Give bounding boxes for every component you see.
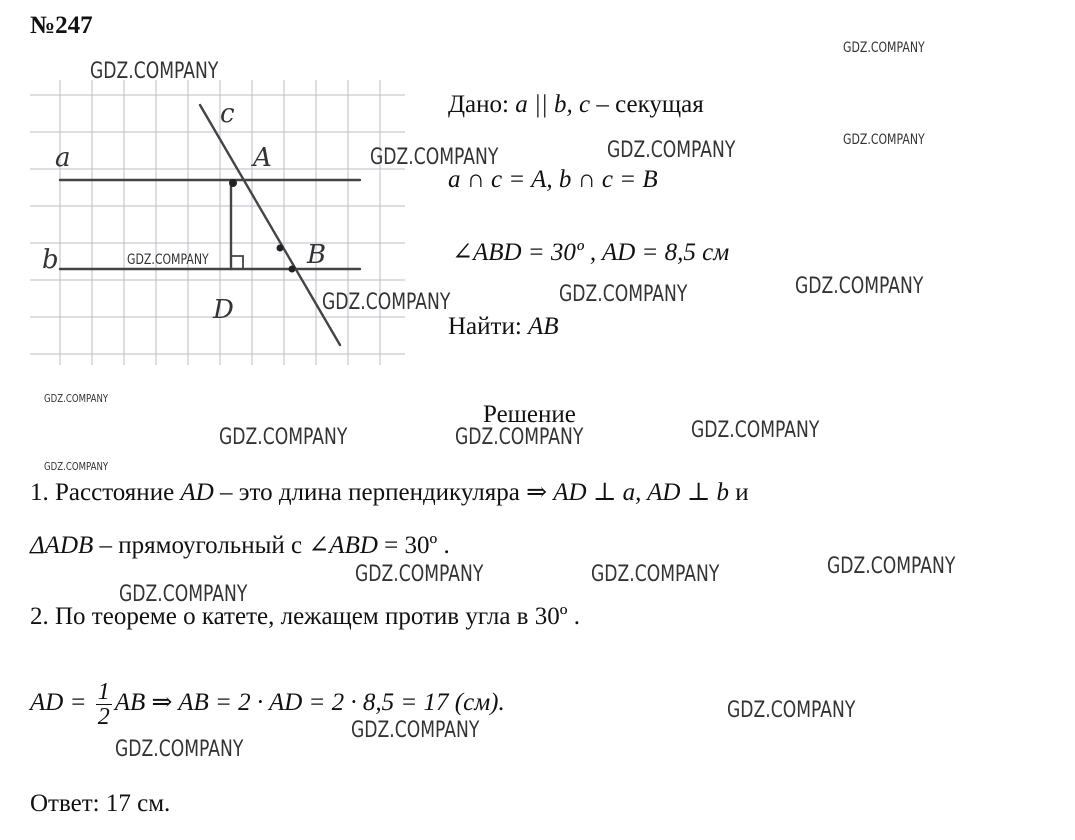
step-1-ad: AD xyxy=(180,479,214,506)
point-B xyxy=(277,245,284,252)
given-secant-text: – секущая xyxy=(590,91,704,118)
right-angle-mark xyxy=(231,256,243,269)
fraction-numerator: 1 xyxy=(97,679,110,705)
fraction-denominator: 2 xyxy=(97,704,110,730)
watermark: GDZ.COMPANY xyxy=(219,425,348,450)
watermark: GDZ.COMPANY xyxy=(127,252,209,268)
angle-abd: ∠ABD xyxy=(308,532,378,559)
answer: Ответ: 17 см. xyxy=(30,790,171,817)
watermark: GDZ.COMPANY xyxy=(90,59,219,84)
label-A: A xyxy=(253,143,272,173)
watermark: GDZ.COMPANY xyxy=(44,392,109,405)
given-label: Дано: xyxy=(448,91,509,118)
given-parallel: a || b, c xyxy=(515,91,591,118)
step-1-end: и xyxy=(729,479,749,506)
label-D: D xyxy=(213,295,234,325)
step-1b-end: = 30º . xyxy=(377,532,450,559)
formula-lhs: AD = xyxy=(30,689,87,717)
watermark: GDZ.COMPANY xyxy=(115,737,244,762)
step-1-line-2 xyxy=(30,530,450,560)
watermark: GDZ.COMPANY xyxy=(355,562,484,587)
find-value: AB xyxy=(528,313,559,340)
given-line-1 xyxy=(448,91,704,119)
label-a: a xyxy=(55,143,71,173)
watermark: GDZ.COMPANY xyxy=(591,562,720,587)
step-1-line-1 xyxy=(30,477,749,507)
triangle-adb: ΔADB xyxy=(30,532,94,559)
solution-heading: Решение xyxy=(483,401,576,428)
watermark: GDZ.COMPANY xyxy=(351,718,480,743)
step-1-text: – это длина перпендикуляра ⇒ xyxy=(213,479,554,506)
label-c: c xyxy=(220,99,235,129)
step-1-number: 1. Расстояние xyxy=(30,479,181,506)
fraction-one-half xyxy=(96,680,112,729)
label-b: b xyxy=(42,245,59,275)
watermark: GDZ.COMPANY xyxy=(795,274,924,299)
point-A xyxy=(229,179,237,187)
find-line xyxy=(448,313,559,341)
watermark: GDZ.COMPANY xyxy=(44,460,109,473)
watermark: GDZ.COMPANY xyxy=(370,145,499,170)
watermark: GDZ.COMPANY xyxy=(607,138,736,163)
watermark: GDZ.COMPANY xyxy=(322,290,451,315)
given-line-2: a ∩ c = A, b ∩ c = B xyxy=(448,166,658,193)
step-1-perp: AD ⊥ a, AD ⊥ b xyxy=(553,479,729,506)
watermark: GDZ.COMPANY xyxy=(559,282,688,307)
point-intersection-b xyxy=(289,266,296,273)
problem-number: №247 xyxy=(30,12,93,39)
watermark: GDZ.COMPANY xyxy=(119,582,248,607)
formula-rest: AB ⇒ AB = 2 · AD = 2 · 8,5 = 17 (см). xyxy=(114,689,505,717)
given-line-3 xyxy=(452,237,729,267)
watermark: GDZ.COMPANY xyxy=(727,698,856,723)
watermark: GDZ.COMPANY xyxy=(455,425,584,450)
label-B: B xyxy=(307,240,327,270)
step-1b-text: – прямоугольный с xyxy=(93,532,309,559)
watermark: GDZ.COMPANY xyxy=(843,40,925,56)
find-label: Найти: xyxy=(448,313,522,340)
watermark: GDZ.COMPANY xyxy=(827,554,956,579)
watermark: GDZ.COMPANY xyxy=(691,418,820,443)
given-angle-length: ∠ABD = 30º , AD = 8,5 см xyxy=(452,239,730,266)
watermark: GDZ.COMPANY xyxy=(843,132,925,148)
geometry-figure xyxy=(30,80,405,365)
step-2: 2. По теореме о катете, лежащем против угла в 30º . xyxy=(30,603,580,630)
